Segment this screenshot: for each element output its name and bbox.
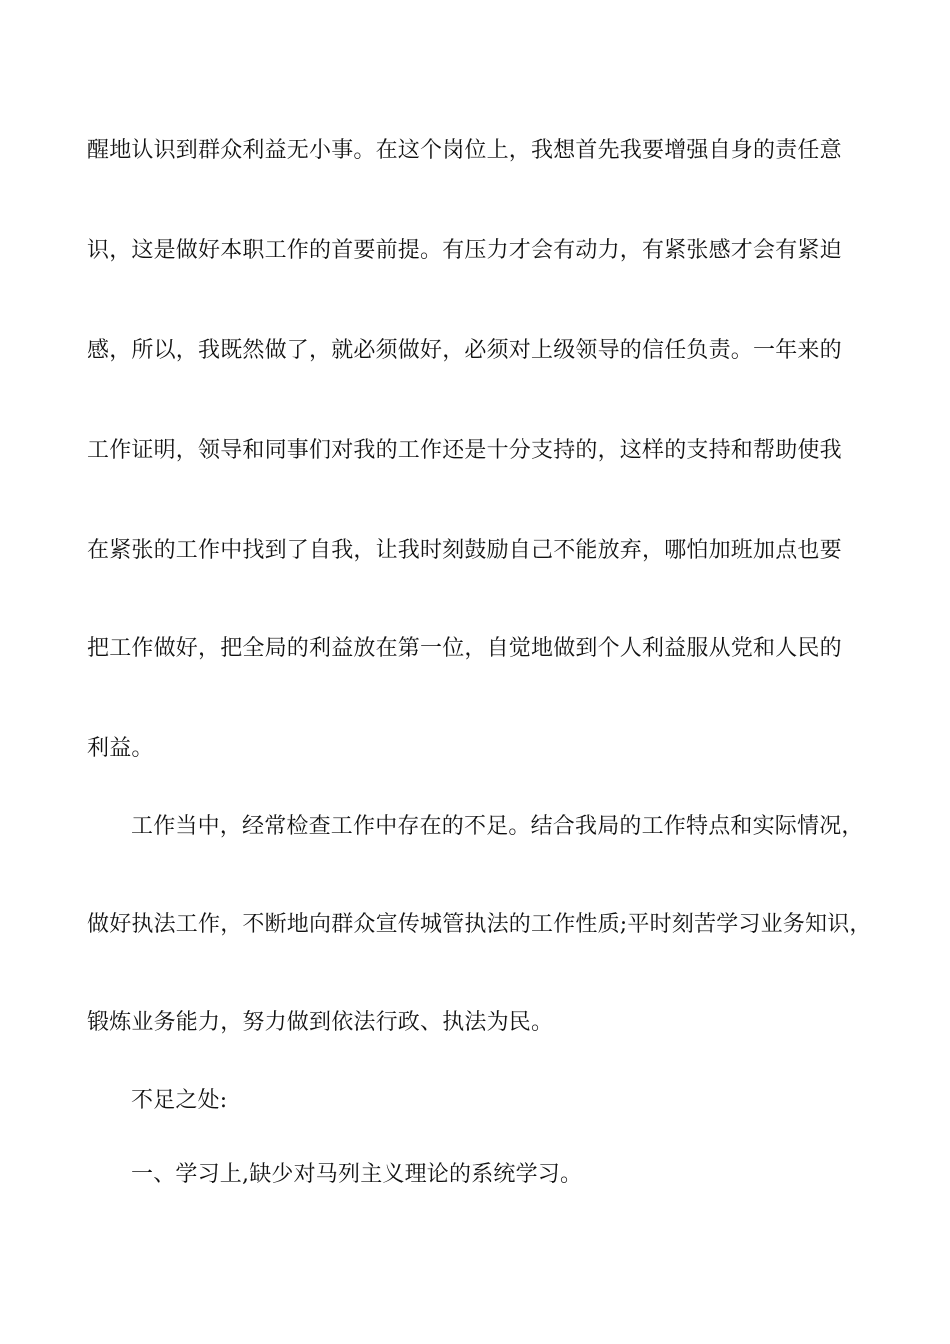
paragraph-2-line-2: 做好执法工作，不断地向群众宣传城管执法的工作性质;平时刻苦学习业务知识，: [87, 912, 872, 937]
paragraph-2-line-3: 锻炼业务能力，努力做到依法行政、执法为民。: [87, 1010, 554, 1035]
paragraph-1-line-4: 工作证明，领导和同事们对我的工作还是十分支持的，这样的支持和帮助使我: [87, 438, 842, 463]
paragraph-1-line-7: 利益。: [87, 736, 154, 761]
paragraph-1-line-5: 在紧张的工作中找到了自我，让我时刻鼓励自己不能放弃，哪怕加班加点也要: [87, 538, 842, 563]
paragraph-1-line-6: 把工作做好，把全局的利益放在第一位，自觉地做到个人利益服从党和人民的: [87, 636, 842, 661]
paragraph-1-line-3: 感，所以，我既然做了，就必须做好，必须对上级领导的信任负责。一年来的: [87, 338, 842, 363]
paragraph-2-line-1: 工作当中，经常检查工作中存在的不足。结合我局的工作特点和实际情况，: [131, 814, 864, 839]
shortcomings-heading: 不足之处:: [131, 1088, 228, 1113]
paragraph-1-line-2: 识，这是做好本职工作的首要前提。有压力才会有动力，有紧张感才会有紧迫: [87, 238, 842, 263]
shortcoming-item-1: 一、学习上,缺少对马列主义理论的系统学习。: [131, 1162, 583, 1187]
paragraph-1-line-1: 醒地认识到群众利益无小事。在这个岗位上，我想首先我要增强自身的责任意: [87, 138, 842, 163]
